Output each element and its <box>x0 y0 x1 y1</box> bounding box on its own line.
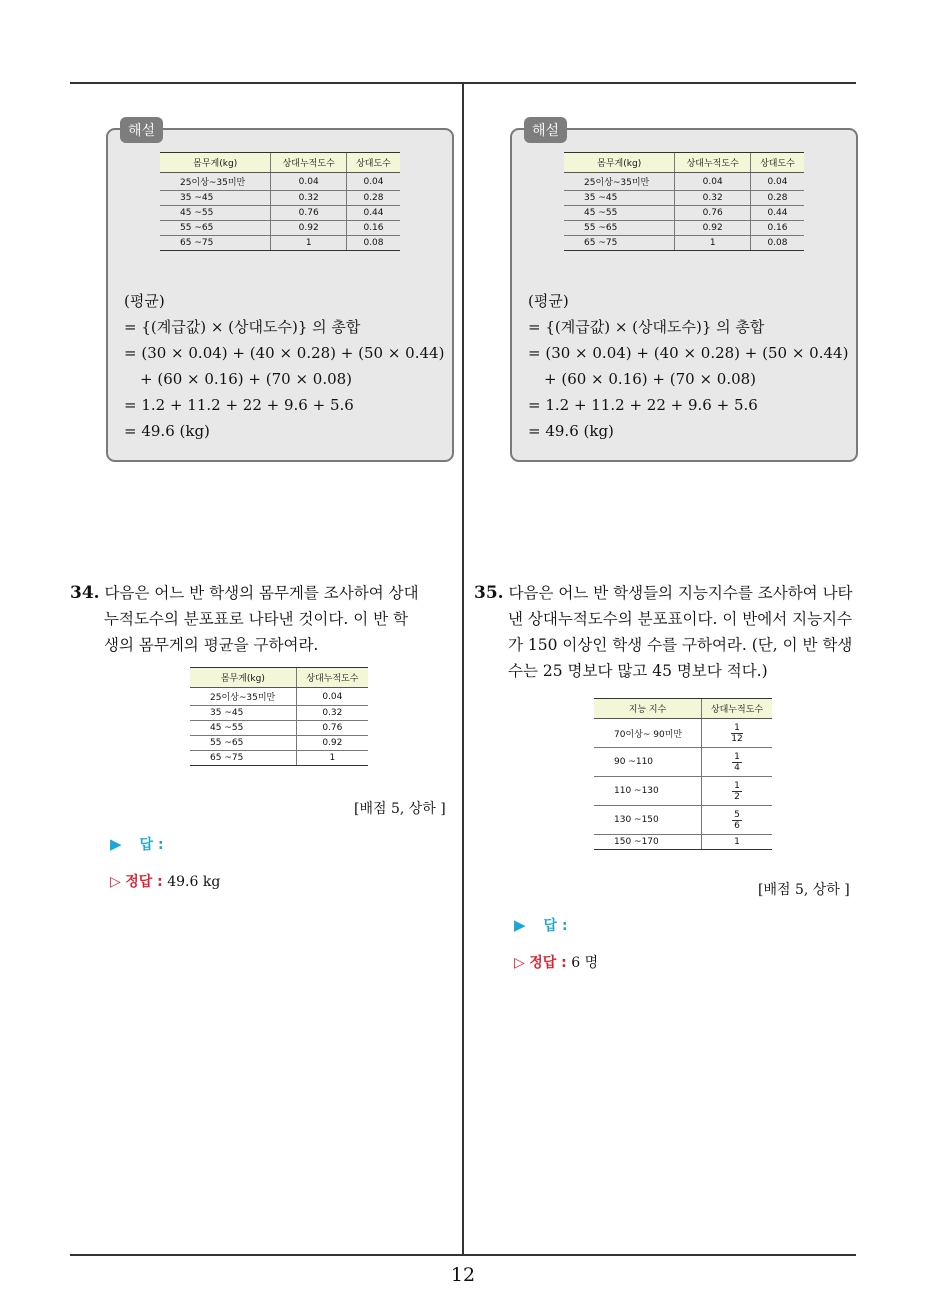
solution-table <box>160 152 400 251</box>
range-cell: 55 ~65 <box>190 736 296 751</box>
solution-table <box>564 152 804 251</box>
table-row <box>564 236 804 251</box>
solution-box-left <box>106 123 454 462</box>
value-cell: 0.76 <box>296 721 368 736</box>
value-cell: 0.76 <box>271 206 347 221</box>
triangle-outline-icon: ▷ <box>110 874 121 890</box>
table-row <box>160 206 400 221</box>
header-cell: 상대도수 <box>750 153 804 173</box>
q35-score: [배점 5, 상하 ] <box>758 882 850 898</box>
value-cell: 0.04 <box>296 688 368 706</box>
bottom-rule <box>70 1254 856 1256</box>
range-cell: 45 ~55 <box>160 206 271 221</box>
calc-line: = 1.2 + 11.2 + 22 + 9.6 + 5.6 <box>528 396 758 414</box>
value-cell <box>702 719 772 748</box>
value-cell: 0.92 <box>675 221 751 236</box>
calc-line: (평균) <box>528 292 569 310</box>
value-cell: 1 <box>675 236 751 251</box>
range-cell: 35 ~45 <box>564 191 675 206</box>
question-text: 다음은 어느 반 학생들의 지능지수를 조사하여 나타낸 상대누적도수의 분포표이다. 이 반에서 지능지수가 150 이상인 학생 수를 구하여라. (단, 이 반 학생 수는 25 명보다 많고 45 명보다 적다.) <box>508 584 853 680</box>
value-cell: 0.16 <box>346 221 400 236</box>
numerator: 1 <box>734 780 740 791</box>
calc-line: = 49.6 (kg) <box>124 422 210 440</box>
range-cell: 25이상~35미만 <box>190 688 296 706</box>
header-cell: 상대누적도수 <box>675 153 751 173</box>
column-divider <box>462 83 464 1255</box>
numerator: 1 <box>734 751 740 762</box>
table-row <box>564 221 804 236</box>
range-cell: 90 ~110 <box>594 748 702 777</box>
question-34 <box>70 580 420 658</box>
correct-value: 6 명 <box>571 955 599 971</box>
value-cell: 0.32 <box>271 191 347 206</box>
header-cell: 상대누적도수 <box>271 153 347 173</box>
value-cell: 0.76 <box>675 206 751 221</box>
correct-value: 49.6 kg <box>167 874 221 890</box>
value-cell: 0.04 <box>271 173 347 191</box>
table-row <box>190 751 368 766</box>
table-row <box>564 173 804 191</box>
value-cell: 0.44 <box>346 206 400 221</box>
header-cell: 상대도수 <box>346 153 400 173</box>
value-cell: 1 <box>702 835 772 850</box>
range-cell: 45 ~55 <box>564 206 675 221</box>
value-cell <box>702 806 772 835</box>
table-row <box>564 206 804 221</box>
table-row <box>594 748 772 777</box>
range-cell: 25이상~35미만 <box>160 173 271 191</box>
range-cell: 65 ~75 <box>564 236 675 251</box>
calc-line: = {(계급값) × (상대도수)} 의 총합 <box>528 318 765 336</box>
value-cell: 0.32 <box>296 706 368 721</box>
solution-calculation <box>124 288 444 444</box>
header-cell: 몸무게(kg) <box>564 153 675 173</box>
play-triangle-icon: ▶ <box>110 835 122 853</box>
play-triangle-icon: ▶ <box>514 916 526 934</box>
value-cell: 0.44 <box>750 206 804 221</box>
value-cell: 0.92 <box>271 221 347 236</box>
denominator: 2 <box>734 791 740 802</box>
value-cell: 0.32 <box>675 191 751 206</box>
question-text: 다음은 어느 반 학생의 몸무게를 조사하여 상대누적도수의 분포표로 나타낸 것이다. 이 반 학생의 몸무게의 평균을 구하여라. <box>104 584 419 654</box>
calc-line: (평균) <box>124 292 165 310</box>
range-cell: 35 ~45 <box>160 191 271 206</box>
value-cell <box>702 748 772 777</box>
value-cell: 0.08 <box>750 236 804 251</box>
question-35 <box>474 580 859 684</box>
header-cell: 몸무게(kg) <box>160 153 271 173</box>
table-row <box>594 777 772 806</box>
value-cell: 0.28 <box>346 191 400 206</box>
table-row <box>594 806 772 835</box>
range-cell: 25이상~35미만 <box>564 173 675 191</box>
q35-answer-field[interactable] <box>514 915 568 935</box>
header-cell: 상대누적도수 <box>296 668 368 688</box>
range-cell: 70이상~ 90미만 <box>594 719 702 748</box>
table-row <box>160 173 400 191</box>
solution-box-right <box>510 123 858 462</box>
table-row <box>190 688 368 706</box>
value-cell: 0.04 <box>346 173 400 191</box>
page-number: 12 <box>450 1264 476 1286</box>
answer-label: 답 : <box>139 837 164 853</box>
value-cell: 1 <box>271 236 347 251</box>
value-cell: 0.08 <box>346 236 400 251</box>
calc-line: = (30 × 0.04) + (40 × 0.28) + (50 × 0.44) <box>124 344 445 362</box>
numerator: 5 <box>734 809 740 820</box>
answer-label: 답 : <box>543 918 568 934</box>
correct-label: 정답 : <box>125 874 163 890</box>
table-row <box>564 191 804 206</box>
denominator: 6 <box>734 820 740 831</box>
header-cell: 지능 지수 <box>594 699 702 719</box>
solution-tag: 해설 <box>120 117 163 143</box>
solution-calculation <box>528 288 848 444</box>
table-row <box>594 719 772 748</box>
q34-answer-field[interactable] <box>110 834 164 854</box>
table-row <box>594 835 772 850</box>
calc-line: = (30 × 0.04) + (40 × 0.28) + (50 × 0.44) <box>528 344 849 362</box>
q34-correct-answer <box>110 871 220 891</box>
table-row <box>160 191 400 206</box>
table-row <box>190 706 368 721</box>
value-cell: 0.04 <box>750 173 804 191</box>
question-number: 34. <box>70 583 100 603</box>
range-cell: 110 ~130 <box>594 777 702 806</box>
value-cell <box>702 777 772 806</box>
header-cell: 상대누적도수 <box>702 699 772 719</box>
solution-tag: 해설 <box>524 117 567 143</box>
range-cell: 65 ~75 <box>190 751 296 766</box>
q34-score: [배점 5, 상하 ] <box>354 801 446 817</box>
calc-line: + (60 × 0.16) + (70 × 0.08) <box>140 370 353 388</box>
question-number: 35. <box>474 583 504 603</box>
value-cell: 1 <box>296 751 368 766</box>
denominator: 4 <box>734 762 740 773</box>
table-row <box>160 221 400 236</box>
table-row <box>160 236 400 251</box>
numerator: 1 <box>731 723 742 734</box>
calc-line: = 49.6 (kg) <box>528 422 614 440</box>
value-cell: 0.28 <box>750 191 804 206</box>
q35-table <box>594 698 772 850</box>
calc-line: + (60 × 0.16) + (70 × 0.08) <box>544 370 757 388</box>
value-cell: 0.16 <box>750 221 804 236</box>
table-row <box>190 721 368 736</box>
calc-line: = {(계급값) × (상대도수)} 의 총합 <box>124 318 361 336</box>
correct-label: 정답 : <box>529 955 567 971</box>
range-cell: 35 ~45 <box>190 706 296 721</box>
header-cell: 몸무게(kg) <box>190 668 296 688</box>
range-cell: 55 ~65 <box>564 221 675 236</box>
range-cell: 45 ~55 <box>190 721 296 736</box>
q35-correct-answer <box>514 952 598 972</box>
calc-line: = 1.2 + 11.2 + 22 + 9.6 + 5.6 <box>124 396 354 414</box>
range-cell: 150 ~170 <box>594 835 702 850</box>
range-cell: 65 ~75 <box>160 236 271 251</box>
table-row <box>190 736 368 751</box>
value-cell: 0.92 <box>296 736 368 751</box>
value-cell: 0.04 <box>675 173 751 191</box>
q34-table <box>190 667 368 766</box>
triangle-outline-icon: ▷ <box>514 955 525 971</box>
denominator: 12 <box>731 733 743 744</box>
range-cell: 55 ~65 <box>160 221 271 236</box>
range-cell: 130 ~150 <box>594 806 702 835</box>
